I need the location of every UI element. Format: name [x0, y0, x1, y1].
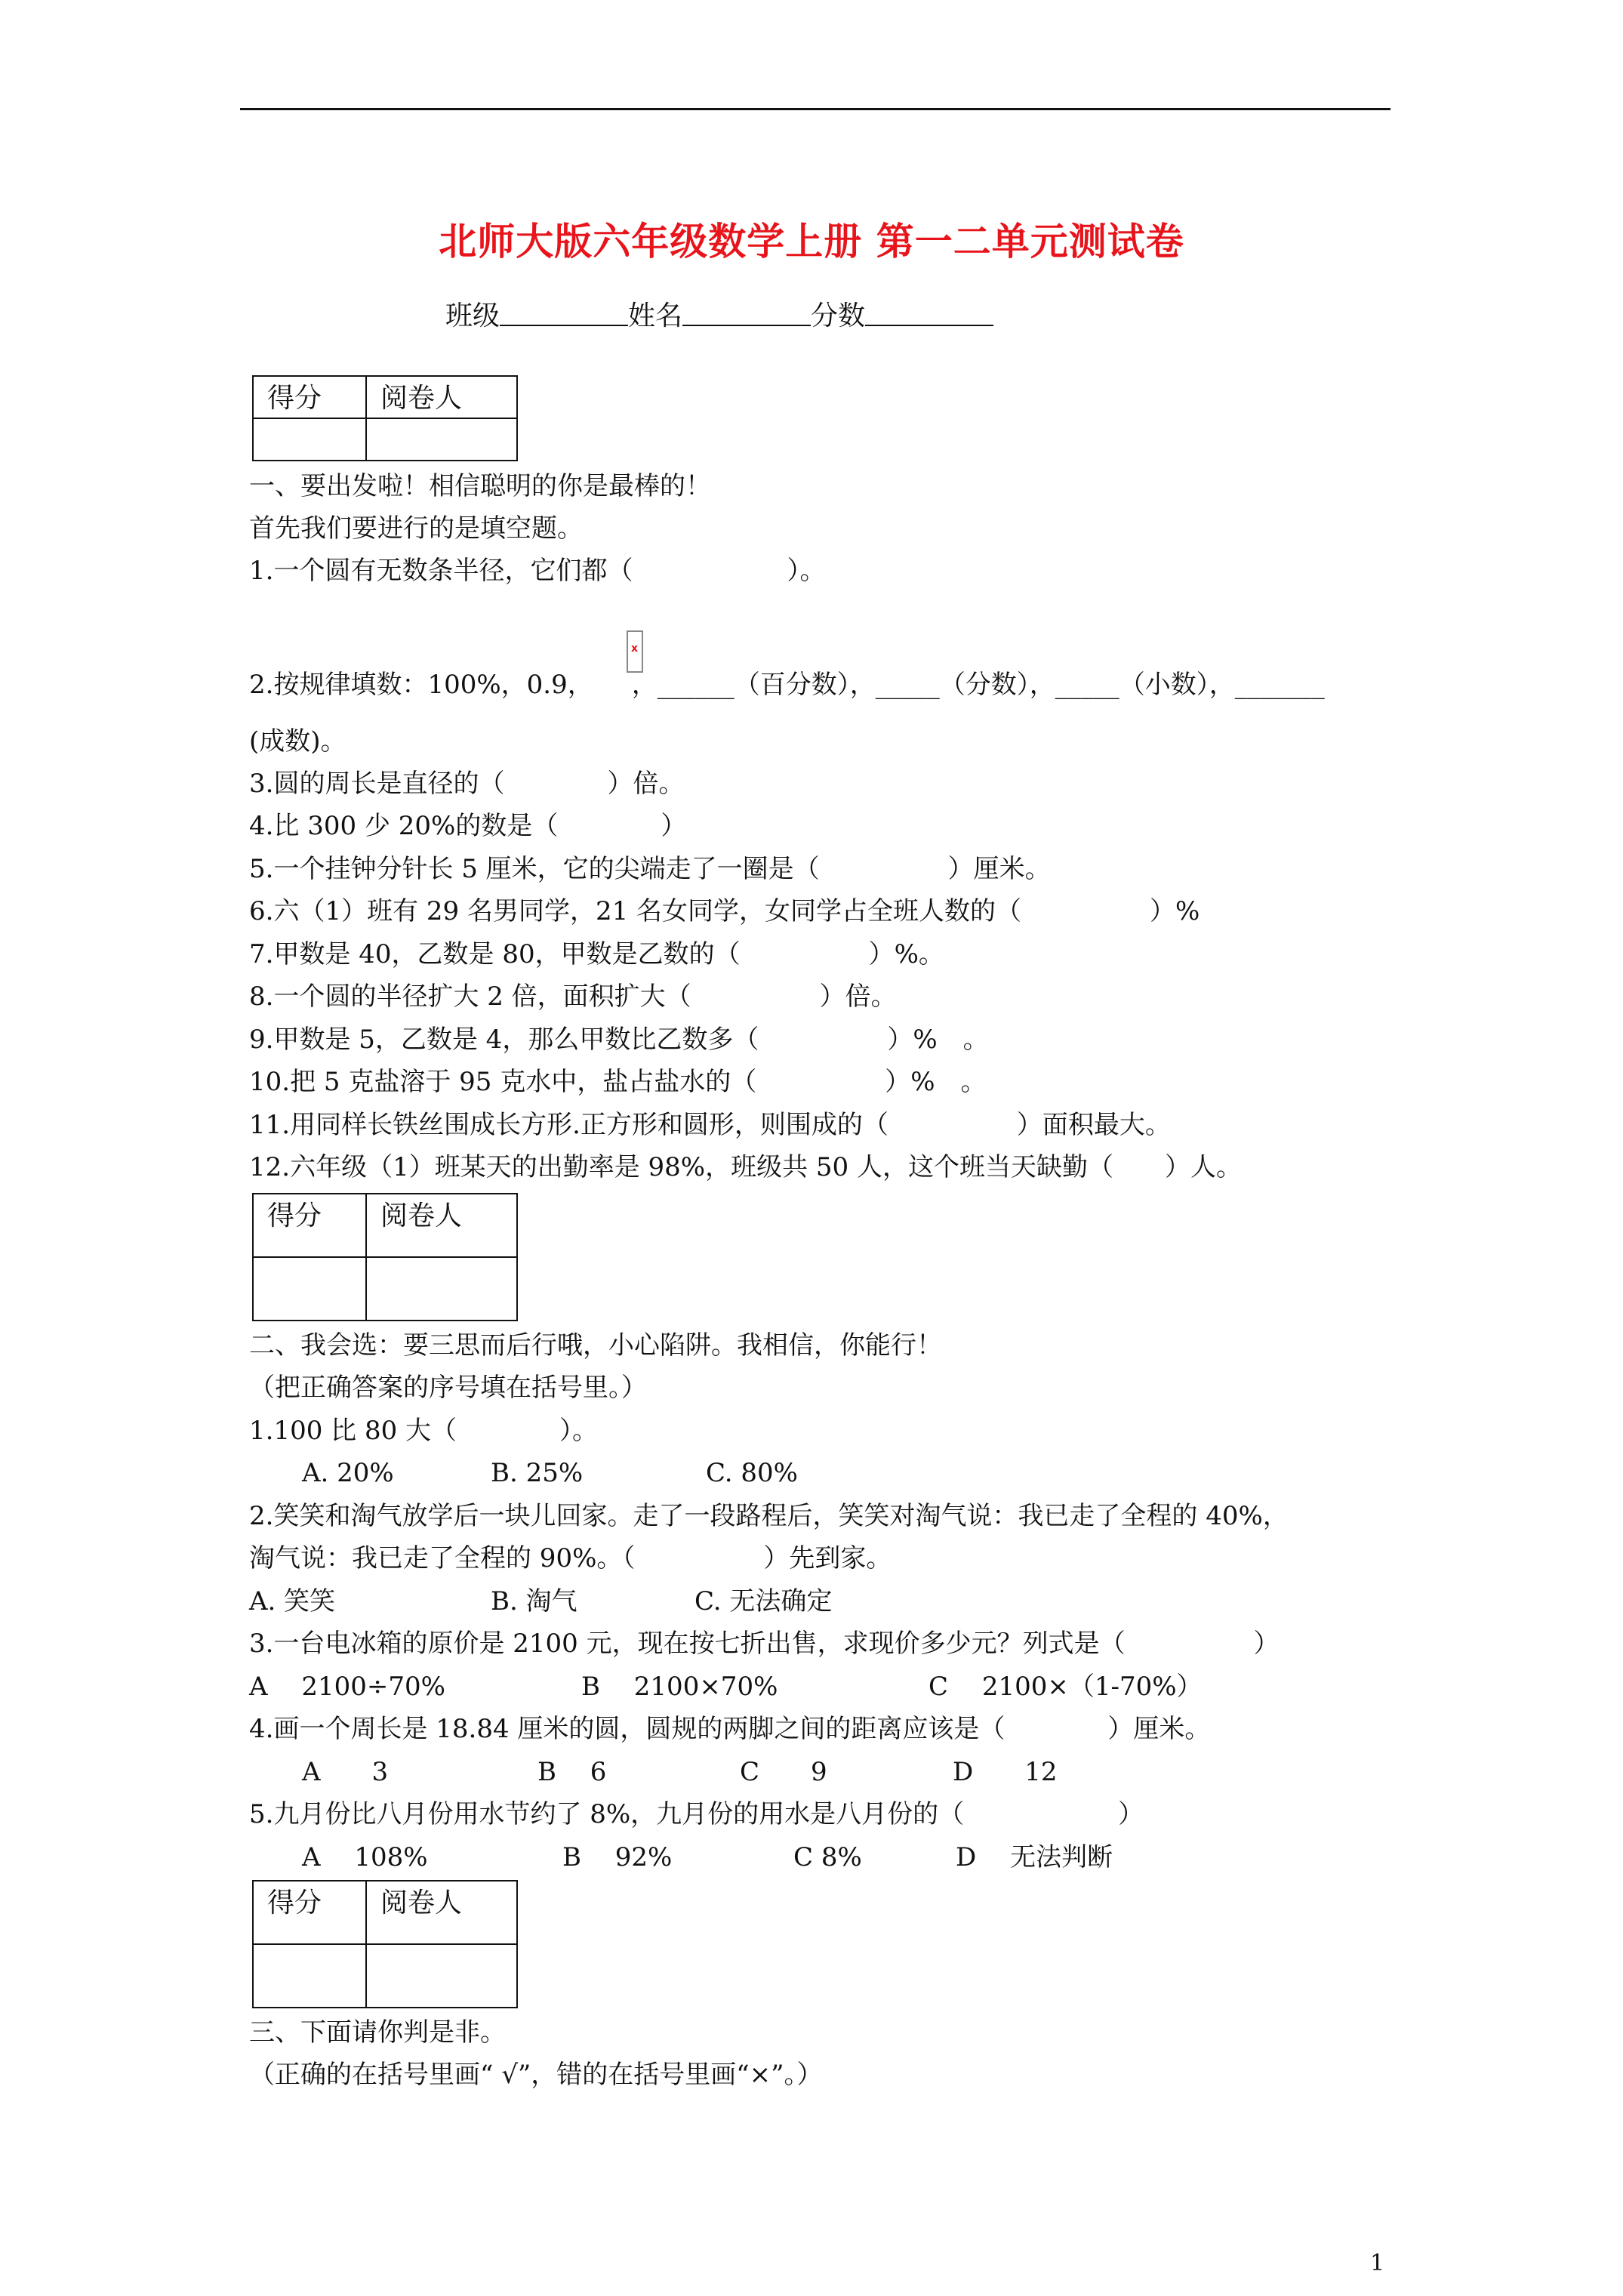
s1-question-8: 8.一个圆的半径扩大 2 倍，面积扩大（ ）倍。 — [249, 982, 897, 1012]
page-title: 北师大版六年级数学上册 第一二单元测试卷 — [439, 219, 1184, 264]
score-cell[interactable] — [253, 418, 366, 461]
class-blank[interactable] — [500, 300, 628, 326]
s2-q2-options — [249, 1585, 832, 1618]
reviewer-cell[interactable] — [366, 418, 517, 461]
reviewer-header: 阅卷人 — [366, 1194, 517, 1257]
name-blank[interactable] — [682, 300, 811, 326]
option: A. 笑笑 — [249, 1586, 336, 1616]
s2-q3-options — [249, 1670, 1203, 1703]
option: B 92% — [562, 1842, 673, 1872]
section1-heading: 一、要出发啦！相信聪明的你是最棒的！ — [249, 471, 711, 501]
option: C. 80% — [706, 1458, 798, 1488]
s1-question-6: 6.六（1）班有 29 名男同学，21 名女同学，女同学占全班人数的（ ）% — [249, 896, 1200, 926]
s1-question-7: 7.甲数是 40，乙数是 80，甲数是乙数的（ ）%。 — [249, 939, 944, 969]
score-cell[interactable] — [253, 1257, 366, 1321]
score-label: 分数 — [811, 300, 866, 331]
s1-question-4: 4.比 300 少 20%的数是（ ） — [249, 811, 687, 841]
option: A. 20% — [302, 1458, 394, 1488]
broken-image-icon: x — [627, 630, 643, 673]
section3-heading: 三、下面请你判是非。 — [249, 2017, 506, 2048]
s2-question-3: 3.一台电冰箱的原价是 2100 元，现在按七折出售，求现价多少元？列式是（ ） — [249, 1629, 1280, 1659]
section3-intro: （正确的在括号里画“ √”，错的在括号里画“×”。） — [249, 2060, 823, 2090]
s2-question-2: 2.笑笑和淘气放学后一块儿回家。走了一段路程后，笑笑对淘气说：我已走了全程的 40%， — [249, 1501, 1289, 1531]
option: C 2100×（1-70%） — [929, 1672, 1203, 1702]
s2-q5-options — [302, 1841, 1113, 1874]
s1-question-11: 11.用同样长铁丝围成长方形.正方形和圆形，则围成的（ ）面积最大。 — [249, 1110, 1171, 1140]
s2-q4-options — [302, 1755, 1058, 1789]
option: B 6 — [537, 1757, 607, 1787]
option: C 8% — [793, 1842, 862, 1872]
option: B 2100×70% — [581, 1672, 778, 1702]
option: D 无法判断 — [956, 1842, 1113, 1872]
score-blank[interactable] — [865, 300, 993, 326]
section2-heading: 二、我会选：要三思而后行哦，小心陷阱。我相信，你能行！ — [249, 1330, 942, 1361]
reviewer-cell[interactable] — [366, 1257, 517, 1321]
s1-question-9: 9.甲数是 5，乙数是 4，那么甲数比乙数多（ ）% 。 — [249, 1025, 989, 1055]
grader-table-3 — [252, 1880, 518, 2008]
section1-intro: 首先我们要进行的是填空题。 — [249, 513, 583, 544]
reviewer-header: 阅卷人 — [366, 376, 517, 418]
s2-q1-options — [302, 1456, 798, 1490]
score-header: 得分 — [253, 1881, 366, 1944]
s1-question-2: 2.按规律填数：100%，0.9， ，______（百分数），_____（分数），_____（小数），_______ — [249, 670, 1325, 700]
option: A 3 — [302, 1757, 389, 1787]
option: B. 25% — [491, 1458, 584, 1488]
header-rule — [240, 108, 1390, 110]
option: C 9 — [740, 1757, 827, 1787]
s1-question-12: 12.六年级（1）班某天的出勤率是 98%，班级共 50 人，这个班当天缺勤（ ）人。 — [249, 1152, 1242, 1182]
option: C. 无法确定 — [694, 1586, 833, 1616]
s1-question-10: 10.把 5 克盐溶于 95 克水中，盐占盐水的（ ）% 。 — [249, 1067, 987, 1097]
s2-question-4: 4.画一个周长是 18.84 厘米的圆，圆规的两脚之间的距离应该是（ ）厘米。 — [249, 1714, 1211, 1744]
s2-question-5: 5.九月份比八月份用水节约了 8%，九月份的用水是八月份的（ ） — [249, 1799, 1144, 1829]
s2-question-2-cont: 淘气说：我已走了全程的 90%。（ ）先到家。 — [249, 1543, 892, 1573]
s1-question-3: 3.圆的周长是直径的（ ）倍。 — [249, 769, 685, 799]
option: B. 淘气 — [491, 1586, 577, 1616]
page-number: 1 — [1370, 2250, 1385, 2276]
s1-question-1: 1.一个圆有无数条半径，它们都（ ）。 — [249, 556, 826, 586]
score-cell[interactable] — [253, 1944, 366, 2008]
grader-table-1 — [252, 375, 518, 461]
name-label: 姓名 — [628, 300, 683, 331]
score-header: 得分 — [253, 376, 366, 418]
reviewer-cell[interactable] — [366, 1944, 517, 2008]
grader-table-2 — [252, 1193, 518, 1321]
class-label: 班级 — [445, 300, 500, 331]
reviewer-header: 阅卷人 — [366, 1881, 517, 1944]
score-header: 得分 — [253, 1194, 366, 1257]
option: A 108% — [302, 1842, 428, 1872]
section2-intro: （把正确答案的序号填在括号里。） — [249, 1373, 647, 1403]
option: D 12 — [953, 1757, 1058, 1787]
student-info-line — [445, 294, 993, 333]
option: A 2100÷70% — [249, 1672, 445, 1702]
s1-question-2-cont: (成数)。 — [249, 726, 346, 757]
s1-question-5: 5.一个挂钟分针长 5 厘米，它的尖端走了一圈是（ ）厘米。 — [249, 854, 1051, 884]
s2-question-1: 1.100 比 80 大（ ）。 — [249, 1416, 599, 1446]
